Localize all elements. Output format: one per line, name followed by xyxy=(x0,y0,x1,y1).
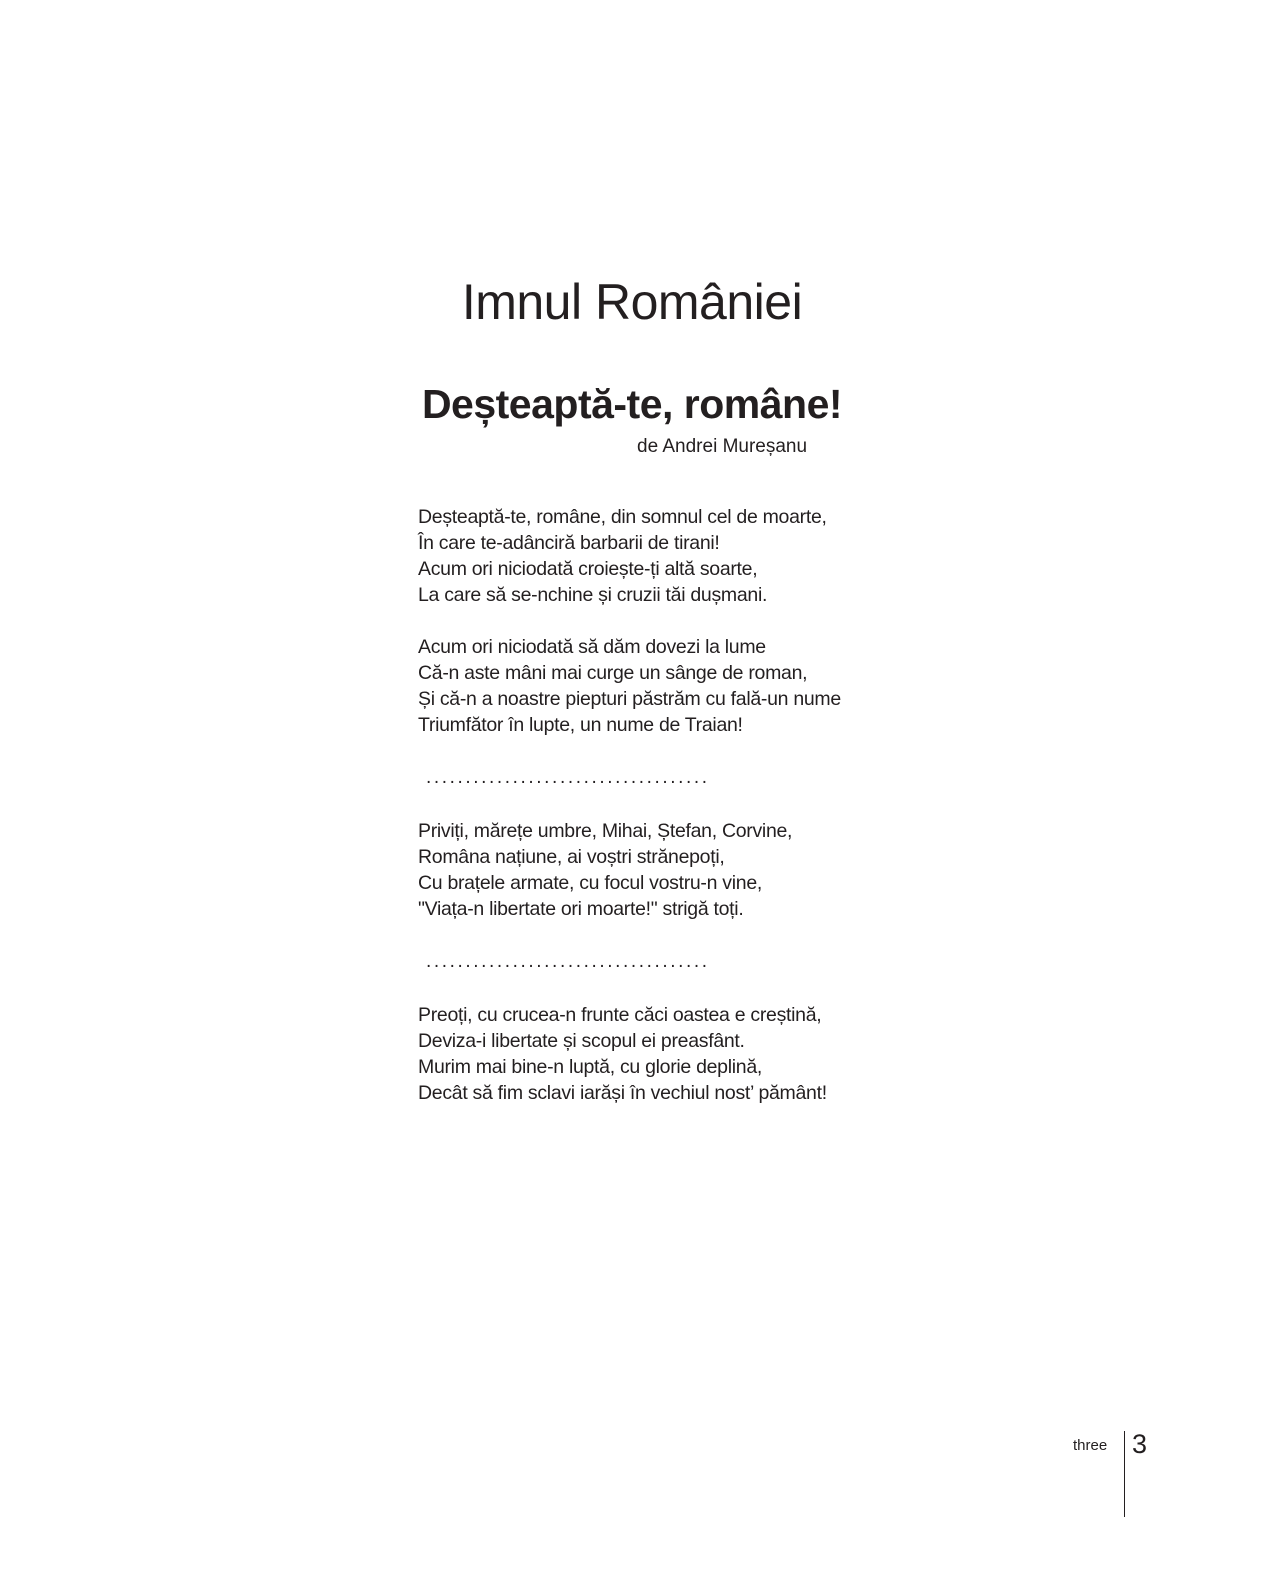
stanza-3 xyxy=(418,818,938,922)
verse-line: În care te-adânciră barbarii de tirani! xyxy=(418,532,720,554)
verse-line: Decât să fim sclavi iarăși în vechiul nost’ pământ! xyxy=(418,1082,827,1104)
verse-line: Că-n aste mâni mai curge un sânge de roman, xyxy=(418,662,808,684)
verse-line: Acum ori niciodată croiește-ți altă soarte, xyxy=(418,558,758,580)
verse-line: Murim mai bine-n luptă, cu glorie deplină, xyxy=(418,1056,762,1078)
verse-line: Româna națiune, ai voștri strănepoți, xyxy=(418,846,725,868)
verse-line: Priviți, mărețe umbre, Mihai, Ștefan, Corvine, xyxy=(418,820,793,842)
verse-line: Deșteaptă-te, române, din somnul cel de moarte, xyxy=(418,506,827,528)
page-number: 3 xyxy=(1132,1429,1148,1459)
page-number-word: three xyxy=(1073,1437,1108,1454)
verse-line: Cu brațele armate, cu focul vostru-n vine, xyxy=(418,872,762,894)
stanza-2 xyxy=(418,634,938,738)
verse-line: Deviza-i libertate și scopul ei preasfânt. xyxy=(418,1030,745,1052)
stanza-separator: .................................... xyxy=(426,951,710,972)
verse-line: Preoți, cu crucea-n frunte căci oastea e creștină, xyxy=(418,1004,822,1026)
page-title: Imnul României xyxy=(461,274,803,330)
verse-line: Acum ori niciodată să dăm dovezi la lume xyxy=(418,636,766,658)
stanza-1 xyxy=(418,504,938,608)
author-line: de Andrei Mureșanu xyxy=(637,436,808,457)
stanza-4 xyxy=(418,1002,938,1106)
stanza-separator: .................................... xyxy=(426,767,710,788)
verse-line: La care să se-nchine și cruzii tăi dușmani. xyxy=(418,584,768,606)
verse-line: Triumfător în lupte, un nume de Traian! xyxy=(418,714,743,736)
verse-line: "Viața-n libertate ori moarte!" strigă toți. xyxy=(418,898,744,920)
footer-divider xyxy=(1124,1431,1125,1517)
verse-line: Și că-n a noastre piepturi păstrăm cu fală-un nume xyxy=(418,688,841,710)
poem-title: Deșteaptă-te, române! xyxy=(421,381,843,427)
